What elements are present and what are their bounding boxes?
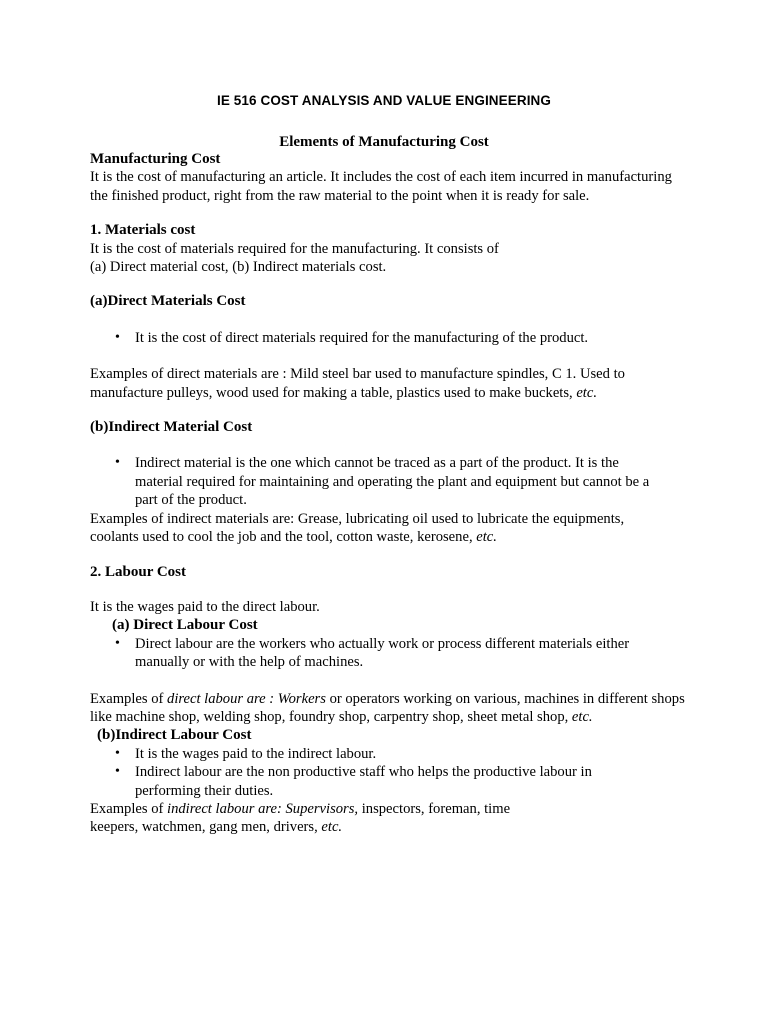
manufacturing-cost-heading: Manufacturing Cost <box>90 151 221 167</box>
direct-materials-bullet: • It is the cost of direct materials required for the manufacturing of the product. <box>135 329 690 347</box>
indirect-material-bullet: • Indirect material is the one which cannot be traced as a part of the product. It is the material required for maintaining and operating the plant and equipment but cannot be a part of the product. <box>135 454 665 509</box>
direct-materials-etc: etc. <box>576 384 597 401</box>
indirect-labour-examples-post2: keepers, watchmen, gang men, drivers, <box>90 819 322 836</box>
materials-cost-heading: 1. Materials cost <box>90 222 196 239</box>
direct-labour-examples-italic: direct labour are : Workers <box>167 690 326 707</box>
indirect-material-heading: (b)Indirect Material Cost <box>90 419 253 436</box>
direct-materials-examples-text: Examples of direct materials are : Mild steel bar used to manufacture spindles, C 1. Used to manufacture pulleys, wood used for making a table, plastics used to make buckets, <box>90 366 625 401</box>
indirect-labour-examples <box>90 800 690 818</box>
materials-cost-line2: (a) Direct material cost, (b) Indirect materials cost. <box>90 259 387 276</box>
indirect-labour-etc: etc. <box>321 819 343 836</box>
materials-cost-line1: It is the cost of materials required for the manufacturing. It consists of <box>90 240 499 257</box>
direct-labour-heading: (a) Direct Labour Cost <box>112 617 258 634</box>
indirect-labour-examples-post1: inspectors, foreman, time <box>358 800 511 817</box>
indirect-labour-examples-pre: Examples of <box>90 800 168 817</box>
direct-labour-examples-post: or operators working on various, machines in different shops like machine shop, welding shop, foundry shop, carpentry shop, sheet metal shop, <box>90 690 685 725</box>
indirect-material-examples-text: Examples of indirect materials are: Grease, lubricating oil used to lubricate the equipments, coolants used to cool the job and the tool, cotton waste, kerosene, <box>90 510 625 546</box>
indirect-labour-examples-italic: indirect labour are: Supervisors, <box>167 800 359 817</box>
indirect-labour-examples-line2 <box>90 818 690 836</box>
indirect-material-etc: etc. <box>476 529 497 546</box>
direct-labour-examples <box>90 690 685 727</box>
direct-materials-heading: (a)Direct Materials Cost <box>90 293 246 310</box>
direct-materials-examples <box>90 365 660 402</box>
manufacturing-cost-body: It is the cost of manufacturing an article. It includes the cost of each item incurred in manufacturing the finished product, right from the raw material to the point when it is ready for sale. <box>90 169 672 204</box>
labour-cost-heading: 2. Labour Cost <box>90 563 186 580</box>
document-subtitle: Elements of Manufacturing Cost <box>279 134 489 150</box>
document-title: IE 516 COST ANALYSIS AND VALUE ENGINEERING <box>216 93 551 108</box>
document-body <box>90 150 690 837</box>
indirect-labour-heading: (b)Indirect Labour Cost <box>97 727 252 744</box>
indirect-labour-bullet-1: • It is the wages paid to the indirect labour. <box>135 745 635 763</box>
indirect-material-examples <box>90 510 660 547</box>
direct-labour-etc: etc. <box>571 708 593 725</box>
direct-labour-examples-pre: Examples of <box>90 690 168 707</box>
indirect-labour-bullet-2: • Indirect labour are the non productive staff who helps the productive labour in performing their duties. <box>135 763 635 800</box>
direct-labour-bullet: • Direct labour are the workers who actually work or process different materials either manually or with the help of machines. <box>135 635 665 672</box>
labour-cost-body: It is the wages paid to the direct labour. <box>90 598 320 615</box>
